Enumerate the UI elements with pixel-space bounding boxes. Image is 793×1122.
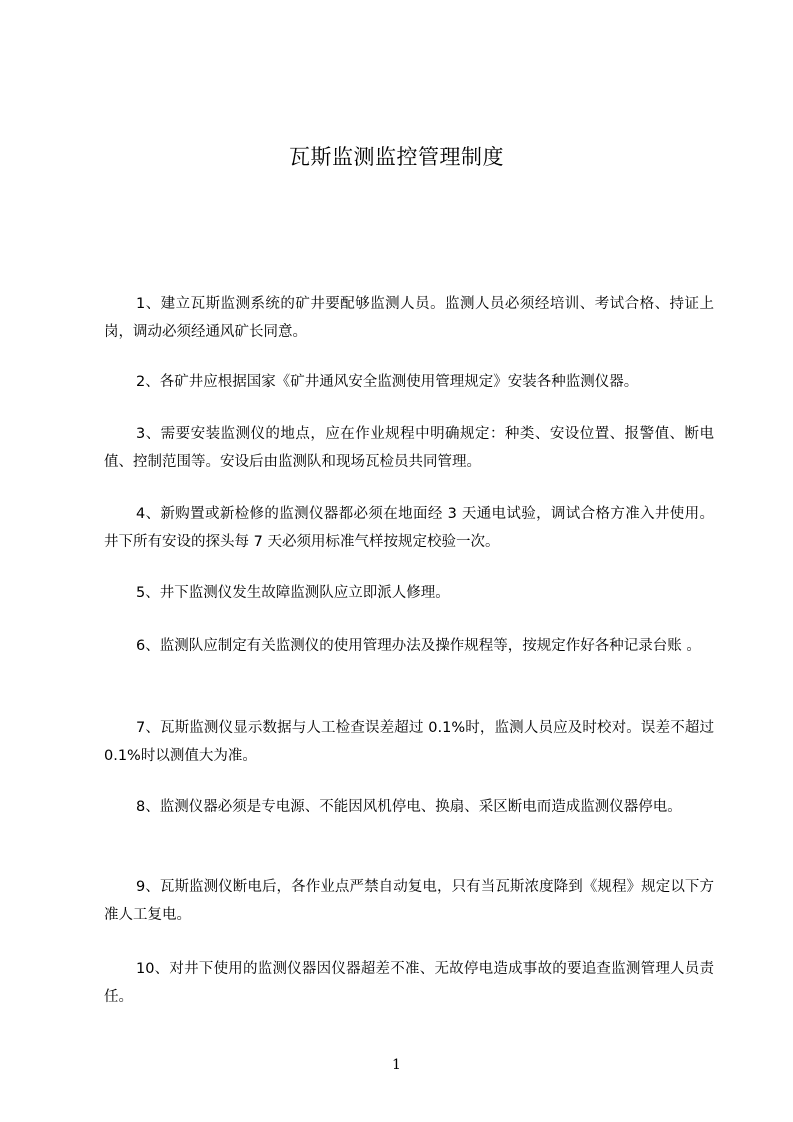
page-number: 1 <box>392 1057 401 1073</box>
paragraph-6: 6、监测队应制定有关监测仪的使用管理办法及操作规程等，按规定作好各种记录台账 。 <box>136 638 701 654</box>
paragraph-3: 3、需要安装监测仪的地点，应在作业规程中明确规定：种类、安设位置、报警值、断电值、控制范围等。安设后由监测队和现场瓦检员共同管理。 <box>104 426 714 470</box>
paragraph-2: 2、各矿井应根据国家《矿井通风安全监测使用管理规定》安装各种监测仪器。 <box>136 374 639 390</box>
paragraph-4: 4、新购置或新检修的监测仪器都必须在地面经 3 天通电试验，调试合格方准入井使用。井下所有安设的探头每 7 天必须用标准气样按规定校验一次。 <box>104 506 714 550</box>
paragraph-8: 8、监测仪器必须是专电源、不能因风机停电、换扇、采区断电而造成监测仪器停电。 <box>136 799 682 815</box>
paragraph-5: 5、井下监测仪发生故障监测队应立即派人修理。 <box>136 585 450 601</box>
paragraph-9: 9、瓦斯监测仪断电后，各作业点严禁自动复电，只有当瓦斯浓度降到《规程》规定以下方准人工复电。 <box>104 879 714 923</box>
paragraph-7: 7、瓦斯监测仪显示数据与人工检查误差超过 0.1%时，监测人员应及时校对。误差不超过 0.1%时以测值大为准。 <box>104 720 714 764</box>
paragraph-1: 1、建立瓦斯监测系统的矿井要配够监测人员。监测人员必须经培训、考试合格、持证上岗，调动必须经通风矿长同意。 <box>104 296 714 340</box>
paragraph-10: 10、对井下使用的监测仪器因仪器超差不准、无故停电造成事故的要追查监测管理人员责任。 <box>104 961 714 1005</box>
document-title: 瓦斯监测监控管理制度 <box>289 145 504 169</box>
